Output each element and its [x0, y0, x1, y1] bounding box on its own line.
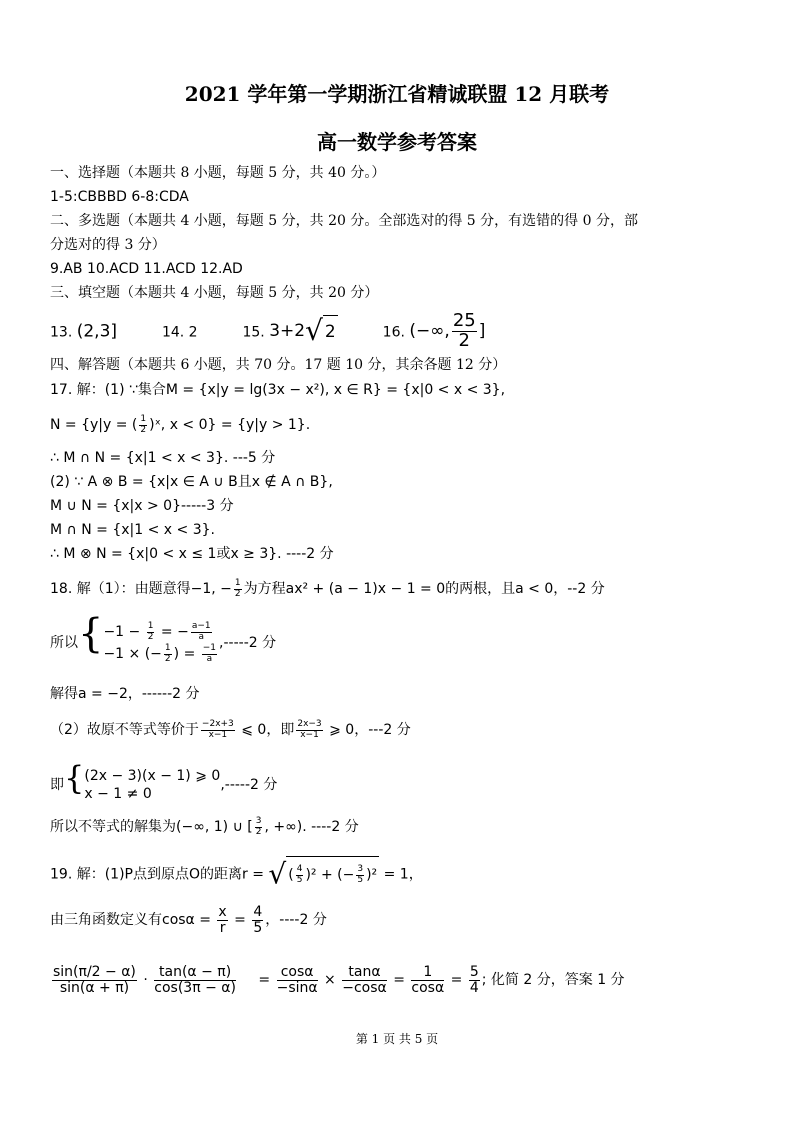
answer-16: (−∞, $\frac{25}{2}$ ] — [409, 310, 486, 351]
section-2-heading-line2: 分选对的得 3 分） — [50, 237, 166, 253]
p19-line1: 19. 解：(1)P点到原点O的距离r = √ ( $\frac{4}{5}$ )² + (− $\frac{3}{5}$ )² = 1， — [50, 856, 423, 893]
section-2-heading-line1: 二、多选题（本题共 4 小题，每题 5 分，共 20 分。全部选对的得 5 分，有选错的得 0 分，部 — [50, 213, 638, 229]
section-1-heading: 一、选择题（本题共 8 小题，每题 5 分，共 40 分。） — [50, 165, 386, 181]
section-3-answers — [50, 312, 485, 351]
p17-line1: 17. 解：(1) ∵集合M = {x|y = lg(3x − x²), x ∈ R} = {x|0 < x < 3}, — [50, 382, 506, 398]
section-4-heading: 四、解答题（本题共 6 小题，共 70 分。17 题 10 分，其余各题 12 分） — [50, 357, 507, 373]
p17-line5: M ∪ N = {x|x > 0}-----3 分 — [50, 498, 234, 514]
answer-15-label: 15. — [242, 324, 265, 341]
p17-line3: ∴ M ∩ N = {x|1 < x < 3}. ---5 分 — [50, 450, 276, 466]
p18-line5: 即{ (2x − 3)(x − 1) ⩾ 0 x − 1 ≠ 0 ,-----2 分 — [50, 759, 278, 802]
section-3-heading: 三、填空题（本题共 4 小题，每题 5 分，共 20 分） — [50, 285, 379, 301]
p18-line1: 18. 解（1）：由题意得−1, − $\frac{1}{2}$ 为方程ax² + (a − 1)x − 1 = 0的两根，且a < 0，--2 分 — [50, 578, 605, 599]
page-title: 2021 学年第一学期浙江省精诚联盟 12 月联考 — [184, 82, 610, 106]
p18-line3: 解得a = −2，------2 分 — [50, 686, 200, 702]
p19-line2: 由三角函数定义有cosα = $\frac{x}{r}$ = $\frac{4}{5}$ ，----2 分 — [50, 903, 327, 936]
page-subtitle: 高一数学参考答案 — [317, 130, 477, 154]
p17-line6: M ∩ N = {x|1 < x < 3}. — [50, 522, 215, 538]
p17-line4: (2) ∵ A ⊗ B = {x|x ∈ A ∪ B且x ∉ A ∩ B}, — [50, 474, 333, 490]
p19-line3: $\frac{\sin(\pi/2 - \alpha)}{\sin(\alpha + \pi)}$ · $\frac{\tan(\alpha - \pi)}{\cos(3\pi - \alpha)}$ = $\frac{\cos\alpha}{-\sin\alpha}$ × $\frac{\tan\alpha}{-\cos\alpha}$ = $\frac{1}{\cos\alpha}$ = $\frac{5}{4}$ ; 化简 2 分，答案 1 分 — [53, 963, 625, 996]
page-footer: 第 1 页 共 5 页 — [355, 1032, 439, 1046]
answer-16-label: 16. — [382, 324, 405, 341]
answer-15: 3+2√ 2 — [269, 314, 336, 348]
p18-line4: （2）故原不等式等价于 $\frac{-2x+3}{x-1}$ ⩽ 0，即 $\frac{2x-3}{x-1}$ ⩾ 0，---2 分 — [50, 719, 411, 740]
p18-line6: 所以不等式的解集为(−∞, 1) ∪ [ $\frac{3}{2}$ , +∞). ----2 分 — [50, 816, 359, 837]
section-2-answers: 9.AB 10.ACD 11.ACD 12.AD — [50, 261, 243, 277]
section-1-answers: 1-5:CBBBD 6-8:CDA — [50, 189, 189, 205]
answer-14: 14. 2 — [161, 324, 198, 341]
p17-line2: N = {y|y = ( $\frac{1}{2}$ )ˣ, x < 0} = {y|y > 1}. — [50, 414, 311, 435]
p17-line7: ∴ M ⊗ N = {x|0 < x ≤ 1或x ≥ 3}. ----2 分 — [50, 546, 334, 562]
answer-13: (2,3] — [76, 321, 118, 342]
p18-system: 所以{ −1 − $\frac{1}{2}$ = − $\frac{a-1}{a}$ −1 × (− $\frac{1}{2}$ ) = $\frac{-1}{a}$ ,-----2 分 — [50, 611, 277, 664]
answer-13-label: 13. — [50, 324, 73, 341]
